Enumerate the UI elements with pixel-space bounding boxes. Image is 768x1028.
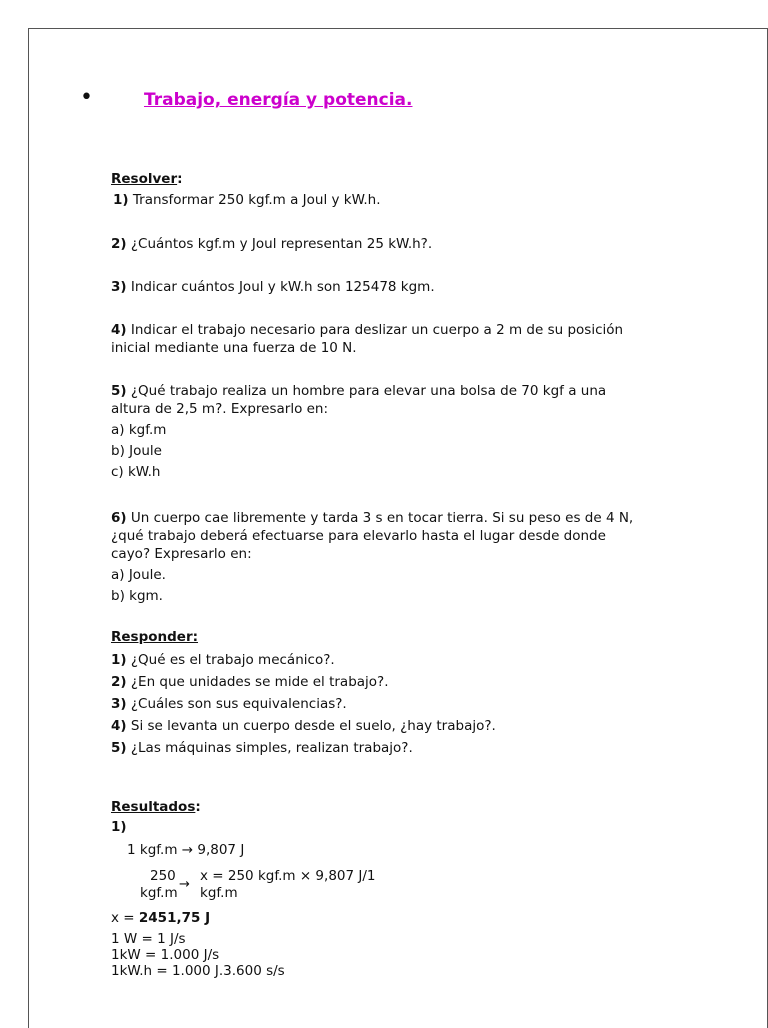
result-x: x = 2451,75 J — [111, 910, 211, 926]
resolver-heading: Resolver: — [111, 171, 183, 187]
responder-item-5: 5) ¿Las máquinas simples, realizan trabajo?. — [111, 740, 413, 756]
result-line-3: 1kW.h = 1.000 J.3.600 s/s — [111, 963, 285, 979]
result-line-1: 1 W = 1 J/s — [111, 931, 186, 947]
resolver-item-1: 1) Transformar 250 kgf.m a Joul y kW.h. — [113, 192, 381, 208]
resolver-item-6: 6) Un cuerpo cae libremente y tarda 3 s en tocar tierra. Si su peso es de 4 N, ¿qué trabajo deberá efectuarse para elevarlo hasta el lugar desde donde cayo? Expresarlo en: a) Joule. b) kgm. — [111, 510, 634, 604]
bullet-icon: • — [80, 85, 93, 110]
resultados-item-1: 1) — [111, 819, 127, 835]
responder-item-3: 3) ¿Cuáles son sus equivalencias?. — [111, 696, 347, 712]
responder-heading: Responder: — [111, 629, 199, 645]
fraction-bottom-right: kgf.m — [200, 885, 238, 901]
document-title: Trabajo, energía y potencia. — [144, 90, 413, 110]
result-line-2: 1kW = 1.000 J/s — [111, 947, 220, 963]
resolver-item-2: 2) ¿Cuántos kgf.m y Joul representan 25 kW.h?. — [111, 236, 433, 252]
result-lines — [111, 931, 285, 979]
resolver-item-5: 5) ¿Qué trabajo realiza un hombre para elevar una bolsa de 70 kgf a una altura de 2,5 m?. Expresarlo en: a) kgf.m b) Joule c) kW.h — [111, 383, 607, 480]
resolver-item-4: 4) Indicar el trabajo necesario para deslizar un cuerpo a 2 m de su posición inicial mediante una fuerza de 10 N. — [111, 322, 624, 356]
responder-item-2: 2) ¿En que unidades se mide el trabajo?. — [111, 674, 389, 690]
fraction-top-left: 250 — [150, 868, 176, 884]
responder-item-1: 1) ¿Qué es el trabajo mecánico?. — [111, 652, 335, 668]
responder-list — [111, 651, 496, 757]
responder-item-4: 4) Si se levanta un cuerpo desde el suelo, ¿hay trabajo?. — [111, 718, 496, 734]
arrow-icon: → — [179, 877, 190, 892]
fraction-bottom-left: kgf.m — [140, 885, 178, 901]
resolver-item-3: 3) Indicar cuántos Joul y kW.h son 125478 kgm. — [111, 279, 435, 295]
result-eq-1: 1 kgf.m → 9,807 J — [127, 842, 245, 858]
resultados-heading: Resultados: — [111, 799, 201, 815]
fraction-top-right: x = 250 kgf.m × 9,807 J/1 — [200, 868, 376, 884]
